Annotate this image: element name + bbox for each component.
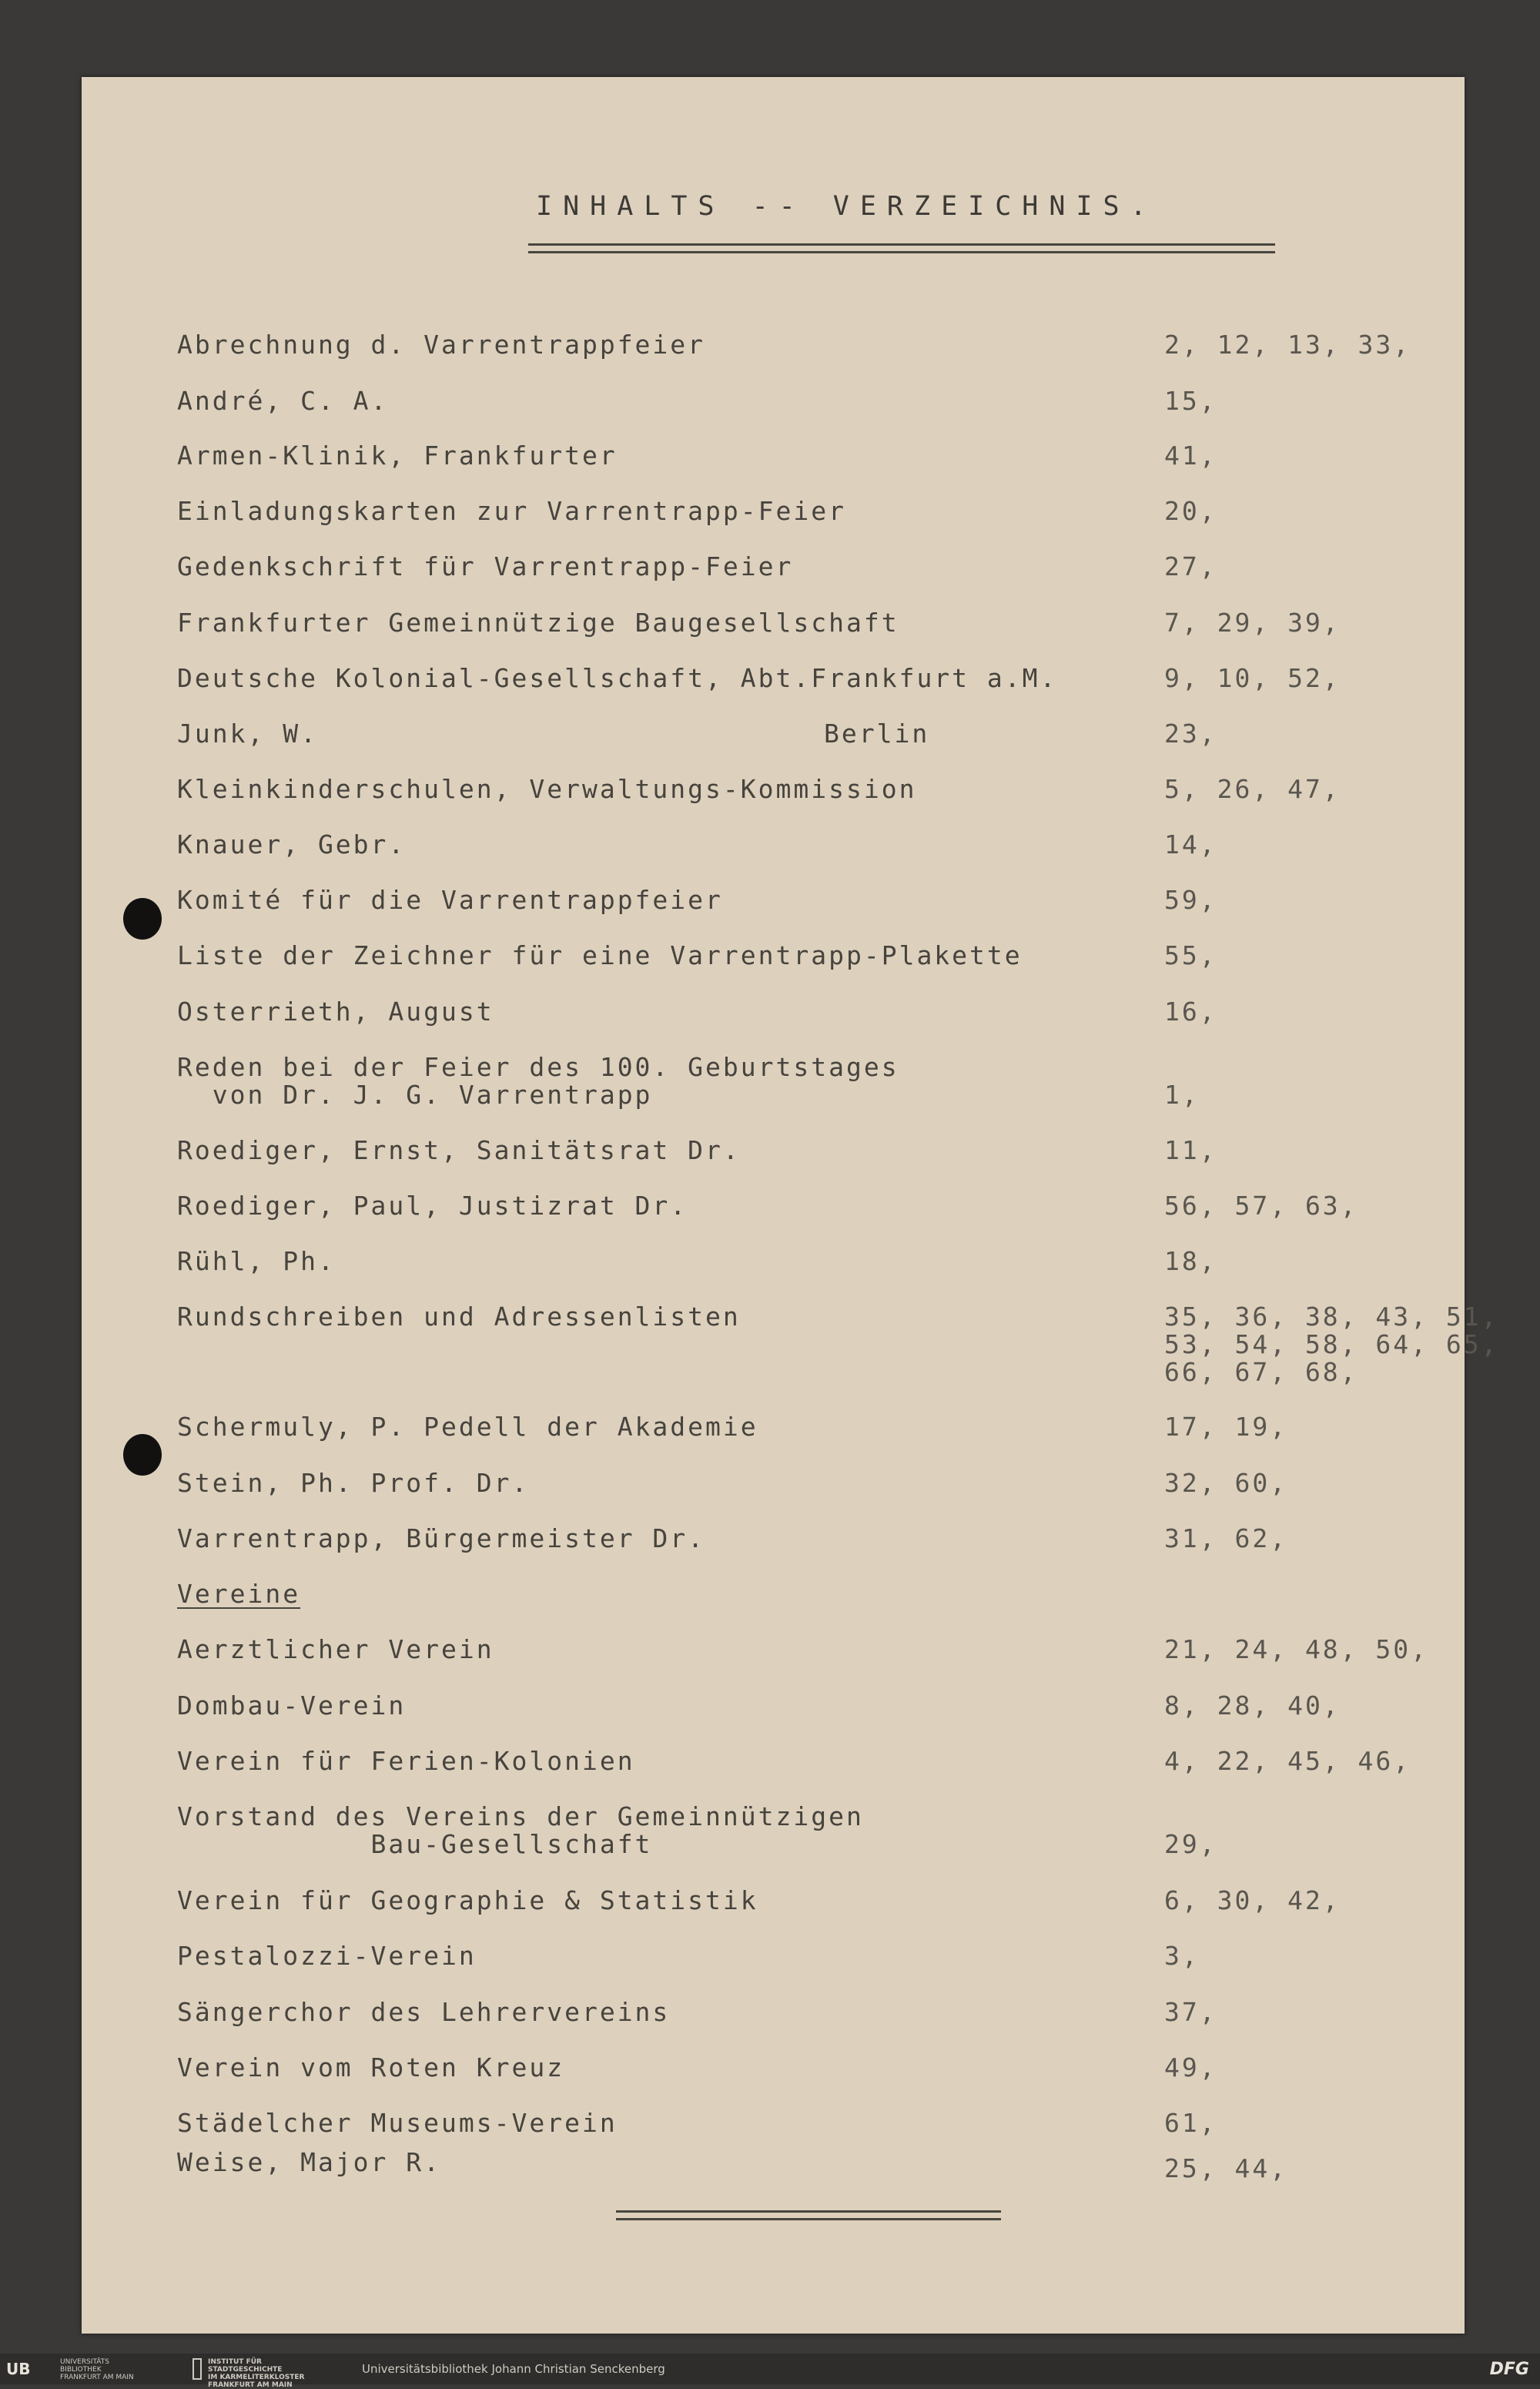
entry-pages: 7, 29, 39, [1164,608,1341,638]
entry-pages: 61, [1164,2108,1217,2138]
entry-label: Rühl, Ph. [177,1246,336,1276]
entry-label: Reden bei der Feier des 100. Geburtstages von Dr. J. G. Varrentrapp [177,1052,899,1110]
entry-label: Vorstand des Vereins der Gemeinnützigen Bau-Gesellschaft [177,1801,864,1859]
entry-pages: 29, [1164,1829,1217,1859]
entry-pages: 14, [1164,829,1217,859]
entry-label: Roediger, Ernst, Sanitätsrat Dr. [177,1135,741,1165]
entry-pages: 21, 24, 48, 50, [1164,1634,1429,1664]
entry-pages: 8, 28, 40, [1164,1690,1341,1721]
entry-pages: 31, 62, [1164,1523,1288,1553]
entry-pages: 6, 30, 42, [1164,1885,1341,1915]
page-title: INHALTS -- VERZEICHNIS. [536,191,1157,222]
entry-label: Deutsche Kolonial-Gesellschaft, Abt.Frankfurt a.M. [177,663,1058,693]
entry-pages: 27, [1164,551,1217,581]
entry-label: Pestalozzi-Verein [177,1941,477,1971]
entry-label: Verein vom Roten Kreuz [177,2052,565,2082]
entry-pages: 16, [1164,997,1217,1027]
entry-pages: 11, [1164,1135,1217,1165]
entry-pages: 55, [1164,940,1217,970]
entry-label: Frankfurter Gemeinnützige Baugesellschaft [177,608,899,638]
entry-pages: 4, 22, 45, 46, [1164,1746,1411,1776]
entry-pages: 23, [1164,719,1217,749]
isg-logo-icon [192,2358,202,2380]
isg-logo-text: INSTITUT FÜR STADTGESCHICHTE IM KARMELITERKLOSTER FRANKFURT AM MAIN [208,2358,305,2389]
entry-label: Stein, Ph. Prof. Dr. [177,1468,530,1498]
document-page [82,77,1499,2334]
entry-pages: 37, [1164,1997,1217,2027]
closing-rule-upper [616,2210,1001,2213]
punch-hole [123,1434,162,1476]
entry-label: Liste der Zeichner für eine Varrentrapp-Plakette [177,940,1023,970]
entry-label: Kleinkinderschulen, Verwaltungs-Kommission [177,774,917,804]
entry-label: Osterrieth, August [177,997,494,1027]
index-entry [177,1302,1499,1414]
entry-label: Varrentrapp, Bürgermeister Dr. [177,1523,706,1553]
entry-pages: 59, [1164,885,1217,915]
entry-label: Sängerchor des Lehrervereins [177,1997,671,2027]
entry-pages: 56, 57, 63, [1164,1191,1358,1221]
entry-pages: 20, [1164,496,1217,526]
entry-place: Berlin [824,719,930,749]
entry-label: Verein für Ferien-Kolonien [177,1746,635,1776]
entry-pages: 25, 44, [1164,2153,1288,2183]
footer-bar [0,2354,1540,2389]
ub-logo: UB [6,2360,31,2378]
entry-label: Gedenkschrift für Varrentrapp-Feier [177,551,794,581]
entry-label: André, C. A. [177,386,389,416]
entry-pages: 2, 12, 13, 33, [1164,330,1411,360]
punch-hole [123,898,162,940]
section-heading-vereine: Vereine [177,1579,301,1609]
entry-pages: 32, 60, [1164,1468,1288,1498]
entry-label: Komité für die Varrentrappfeier [177,885,723,915]
entry-label: Städelcher Museums-Verein [177,2108,618,2138]
library-name: Universitätsbibliothek Johann Christian Senckenberg [362,2362,665,2376]
entry-label: Einladungskarten zur Varrentrapp-Feier [177,496,846,526]
closing-rule-lower [616,2218,1001,2220]
title-rule-lower [528,251,1275,253]
entry-label: Dombau-Verein [177,1690,407,1721]
entry-pages: 5, 26, 47, [1164,774,1341,804]
entry-pages: 49, [1164,2052,1217,2082]
entry-pages: 15, [1164,386,1217,416]
entry-pages: 41, [1164,441,1217,471]
entry-label: Roediger, Paul, Justizrat Dr. [177,1191,688,1221]
entry-pages: 35, 36, 38, 43, 51, 53, 54, 58, 64, 65, 66, 67, 68, [1164,1302,1499,1387]
entry-label: Schermuly, P. Pedell der Akademie [177,1412,758,1442]
entry-label: Abrechnung d. Varrentrappfeier [177,330,706,360]
entry-pages: 1, [1164,1080,1200,1110]
entry-pages: 3, [1164,1941,1200,1971]
entry-label: Verein für Geographie & Statistik [177,1885,758,1915]
entry-pages: 17, 19, [1164,1412,1288,1442]
entry-pages: 9, 10, 52, [1164,663,1341,693]
title-rule-upper [528,243,1275,246]
entry-label: Rundschreiben und Adressenlisten [177,1302,741,1332]
entry-label: Aerztlicher Verein [177,1634,494,1664]
entry-label: Armen-Klinik, Frankfurter [177,441,618,471]
entry-label: Junk, W. [177,719,318,749]
entry-label: Knauer, Gebr. [177,829,407,859]
entry-pages: 18, [1164,1246,1217,1276]
ub-logo-text: UNIVERSITÄTS BIBLIOTHEK FRANKFURT AM MAIN [60,2358,134,2381]
index-entry [177,2149,1409,2260]
dfg-logo: DFG [1489,2360,1529,2379]
entry-label: Weise, Major R. [177,2147,442,2177]
